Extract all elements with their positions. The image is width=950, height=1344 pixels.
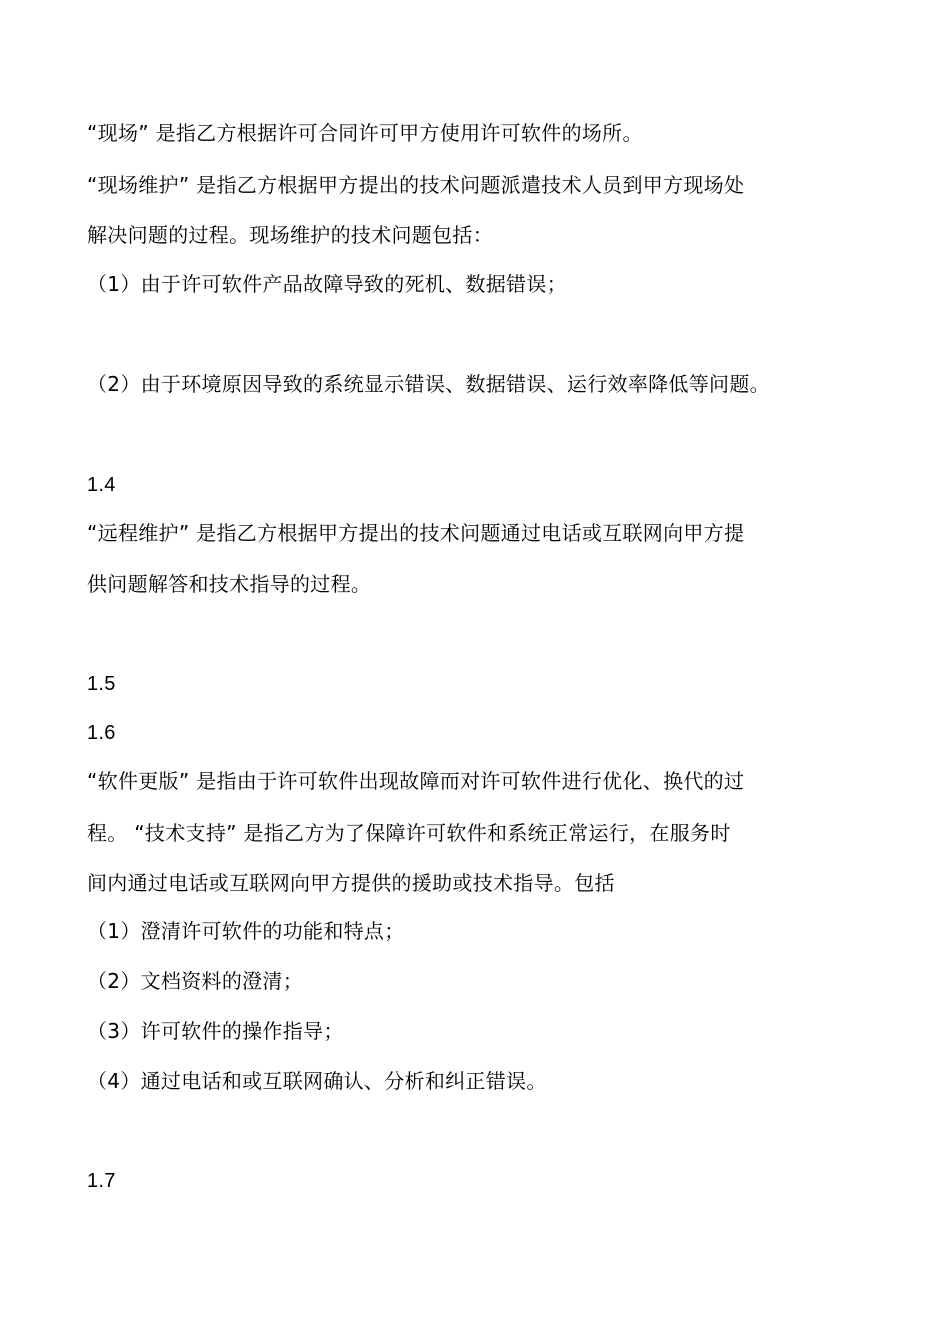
section-number-1-4: 1.4: [87, 474, 116, 496]
definition-software-update-line1: “软件更版” 是指由于许可软件出现故障而对许可软件进行优化、换代的过: [87, 769, 745, 793]
support-item-4: （4）通过电话和或互联网确认、分析和纠正错误。: [87, 1069, 547, 1093]
definition-onsite-maintenance-line2: 解决问题的过程。现场维护的技术问题包括：: [87, 223, 493, 247]
section-number-1-6: 1.6: [87, 722, 116, 744]
definition-remote-maintenance-line1: “远程维护” 是指乙方根据甲方提出的技术问题通过电话或互联网向甲方提: [87, 521, 745, 545]
definition-remote-maintenance-line2: 供问题解答和技术指导的过程。: [87, 572, 372, 596]
support-item-2: （2）文档资料的澄清；: [87, 969, 304, 993]
support-item-3: （3）许可软件的操作指导；: [87, 1019, 344, 1043]
section-number-1-5: 1.5: [87, 673, 116, 695]
onsite-item-2: （2）由于环境原因导致的系统显示错误、数据错误、运行效率降低等问题。: [87, 372, 770, 396]
onsite-item-1: （1）由于许可软件产品故障导致的死机、数据错误；: [87, 272, 567, 296]
section-number-1-7: 1.7: [87, 1170, 116, 1192]
definition-onsite-maintenance-line1: “现场维护” 是指乙方根据甲方提出的技术问题派遣技术人员到甲方现场处: [87, 173, 745, 197]
definition-tech-support-line1: 程。 “技术支持” 是指乙方为了保障许可软件和系统正常运行，在服务时: [87, 821, 731, 845]
definition-tech-support-line2: 间内通过电话或互联网向甲方提供的援助或技术指导。包括: [87, 871, 615, 895]
definition-site: “现场” 是指乙方根据许可合同许可甲方使用许可软件的场所。: [87, 121, 643, 145]
support-item-1: （1）澄清许可软件的功能和特点；: [87, 919, 405, 943]
